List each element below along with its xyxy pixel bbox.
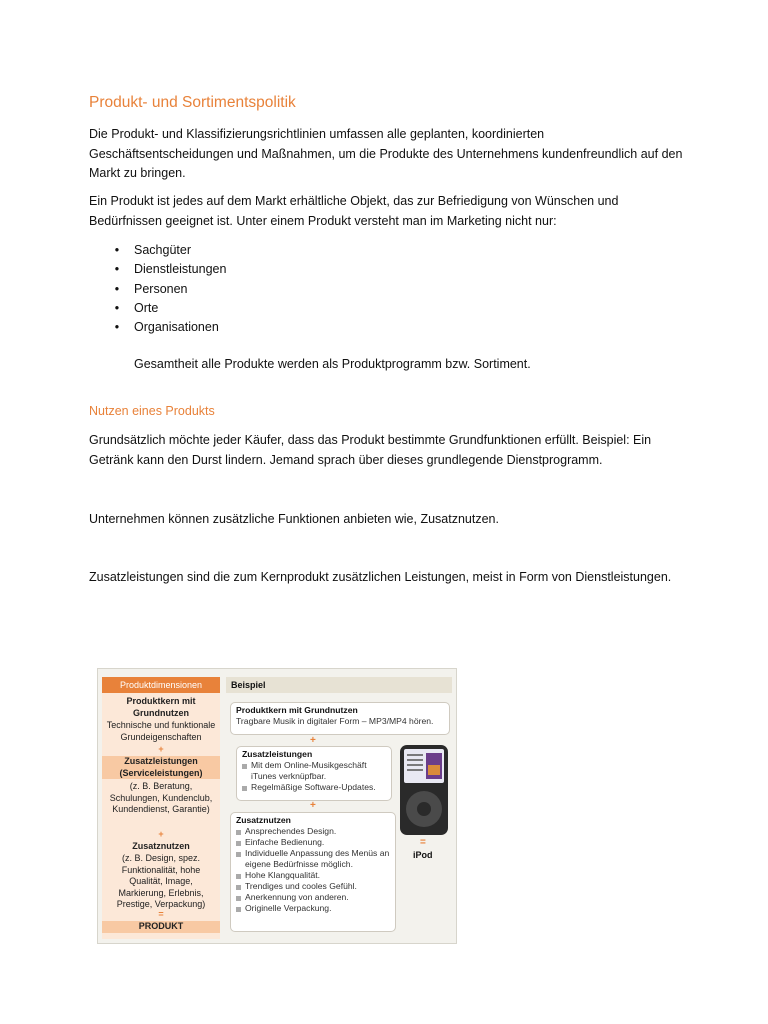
example-core-box (230, 702, 450, 735)
plus-sign: + (310, 735, 316, 746)
example-benefit-box (230, 812, 396, 932)
list-item-text: Dienstleistungen (134, 262, 227, 277)
bullet-icon: • (114, 281, 120, 296)
bullet-icon: • (114, 320, 120, 335)
nutzen-paragraph: Grundsätzlich möchte jeder Käufer, dass das Produkt bestimmte Grundfunktionen erfüllt. Beispiel: Ein Getränk kann den Durst lindern. Jemand sprach über dieses grundlegende Dienstprogramm. (89, 433, 652, 467)
list-item-text: Orte (134, 300, 159, 315)
product-definition-paragraph: Ein Produkt ist jedes auf dem Markt erhältliche Objekt, das zur Befriedigung von Wünschen und Bedürfnissen geeignet ist. Unter einem Produkt versteht man im Marketing nicht nur: (89, 194, 619, 228)
section-heading: Nutzen eines Produkts (89, 404, 215, 418)
core-title: Produktkern mit Grundnutzen (126, 696, 196, 718)
bullet-icon: • (114, 243, 120, 257)
list-item: Regelmäßige Software-Updates. (242, 782, 386, 793)
summary-paragraph: Gesamtheit alle Produkte werden als Produktprogramm bzw. Sortiment. (134, 357, 531, 371)
result-label: PRODUKT (102, 921, 220, 933)
list-item: Einfache Bedienung. (236, 837, 390, 848)
benefit-description: (z. B. Design, spez. Funktionalität, hohe Qualität, Image, Markierung, Erlebnis, Prestige, Verpackung) (116, 853, 206, 910)
example-services-list (242, 760, 386, 793)
list-item (112, 241, 226, 260)
plus-sign: + (158, 829, 164, 839)
list-item-text: Personen (134, 281, 188, 296)
zusatzleistungen-paragraph: Zusatzleistungen sind die zum Kernprodukt zusätzlichen Leistungen, meist in Form von Dienstleistungen. (89, 570, 672, 584)
benefit-title: Zusatznutzen (132, 841, 190, 851)
ipod-label: iPod (413, 850, 433, 860)
ipod-center-button (417, 802, 431, 816)
product-dimensions-figure (97, 668, 457, 944)
list-item (112, 280, 226, 299)
list-item: Mit dem Online-Musikgeschäft iTunes verknüpfbar. (242, 760, 386, 782)
list-item: Originelle Verpackung. (236, 903, 390, 914)
bullet-icon: • (114, 262, 120, 277)
list-item: Anerkennung von anderen. (236, 892, 390, 903)
plus-sign: + (310, 800, 316, 811)
example-services-title: Zusatzleistungen (242, 749, 313, 759)
page-title: Produkt- und Sortimentspolitik (89, 94, 296, 111)
ipod-image (398, 745, 450, 835)
equals-sign: = (158, 909, 164, 919)
list-item: Individuelle Anpassung des Menüs an eigene Bedürfnisse möglich. (236, 848, 390, 870)
example-benefit-list (236, 826, 390, 914)
list-item: Trendiges und cooles Gefühl. (236, 881, 390, 892)
example-benefit-title: Zusatznutzen (236, 815, 291, 825)
plus-sign: + (158, 744, 164, 754)
list-item: Ansprechendes Design. (236, 826, 390, 837)
core-description: Technische und funktionale Grundeigenschaften (106, 720, 216, 742)
intro-paragraph: Die Produkt- und Klassifizierungsrichtlinien umfassen alle geplanten, koordinierten Geschäftsentscheidungen und Maßnahmen, um die Produkte des Unternehmens kundenfreundlich auf den Markt zu bringen. (89, 127, 683, 181)
services-description: (z. B. Beratung, Schulungen, Kundenclub, Kundendienst, Garantie) (109, 781, 213, 815)
example-header: Beispiel (226, 677, 452, 693)
ipod-album-art (428, 765, 440, 775)
dimensions-header: Produktdimensionen (102, 677, 220, 693)
list-item (112, 260, 226, 279)
list-item: Hohe Klangqualität. (236, 870, 390, 881)
bullet-icon: • (114, 300, 120, 315)
equals-sign: = (420, 837, 426, 848)
list-item (112, 318, 226, 337)
list-item (112, 299, 226, 318)
zusatznutzen-paragraph: Unternehmen können zusätzliche Funktionen anbieten wie, Zusatznutzen. (89, 512, 499, 526)
product-types-list (112, 241, 226, 337)
example-core-title: Produktkern mit Grundnutzen (236, 705, 358, 715)
example-core-text: Tragbare Musik in digitaler Form – MP3/MP4 hören. (236, 716, 434, 726)
example-services-box (236, 746, 392, 801)
list-item-text: Organisationen (134, 320, 219, 335)
services-title: Zusatzleistungen (Serviceleistungen) (102, 756, 220, 779)
list-item-text: Sachgüter (134, 243, 191, 257)
